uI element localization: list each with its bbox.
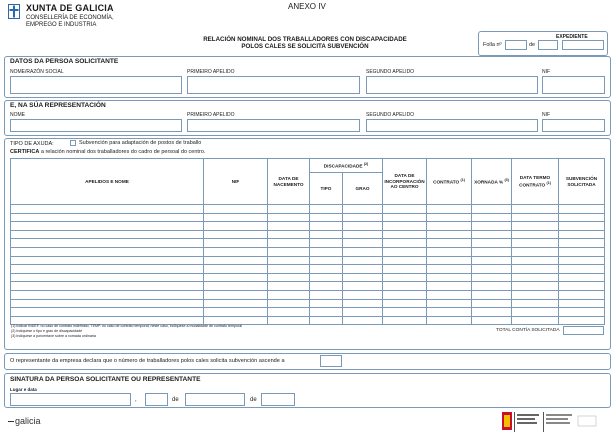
table-cell[interactable] [204, 299, 268, 308]
table-row [11, 273, 605, 282]
aid-type-label: TIPO DE AXUDA: [10, 141, 54, 147]
signature-place-field[interactable] [10, 393, 131, 406]
table-cell[interactable] [472, 308, 512, 317]
table-cell[interactable] [310, 273, 343, 282]
table-cell[interactable] [310, 265, 343, 274]
table-cell[interactable] [310, 239, 343, 248]
table-cell[interactable] [427, 273, 472, 282]
table-cell[interactable] [512, 239, 559, 248]
table-cell[interactable] [310, 308, 343, 317]
table-cell[interactable] [383, 290, 427, 299]
representative-nif-field[interactable] [542, 119, 605, 132]
table-cell[interactable] [472, 290, 512, 299]
table-cell[interactable] [427, 230, 472, 239]
table-cell[interactable] [559, 282, 605, 291]
table-cell[interactable] [383, 282, 427, 291]
expediente-label: EXPEDIENTE [556, 34, 588, 40]
table-cell[interactable] [559, 308, 605, 317]
signature-de2: de [250, 397, 257, 403]
table-cell[interactable] [204, 230, 268, 239]
signature-de1: de [172, 397, 179, 403]
folla-de-label: de [529, 42, 536, 48]
table-cell[interactable] [512, 299, 559, 308]
applicant-name-label: NOME/RAZÓN SOCIAL [10, 69, 64, 75]
table-cell[interactable] [472, 230, 512, 239]
table-cell[interactable] [383, 230, 427, 239]
applicant-surname1-field[interactable] [187, 76, 360, 94]
table-cell[interactable] [310, 247, 343, 256]
footnote-2: (2) Indíquese o tipo e grao de discapacidade [11, 329, 83, 333]
table-cell[interactable] [310, 222, 343, 231]
table-cell[interactable] [268, 230, 310, 239]
total-amount-field[interactable] [563, 326, 604, 335]
table-cell[interactable] [427, 205, 472, 214]
table-cell[interactable] [310, 282, 343, 291]
certifica-statement [10, 149, 205, 155]
table-row [11, 213, 605, 222]
col-header-nif: NIF [204, 159, 268, 205]
table-row [11, 247, 605, 256]
table-cell[interactable] [11, 299, 204, 308]
signature-month-field[interactable] [185, 393, 245, 406]
table-cell[interactable] [204, 239, 268, 248]
table-cell[interactable] [343, 247, 383, 256]
table-cell[interactable] [512, 256, 559, 265]
table-cell[interactable] [310, 290, 343, 299]
org-department-line1: CONSELLERÍA DE ECONOMÍA, [26, 15, 114, 21]
certifica-bold: CERTIFICA [10, 149, 40, 155]
signature-day-field[interactable] [145, 393, 168, 406]
table-cell[interactable] [512, 213, 559, 222]
table-cell[interactable] [343, 299, 383, 308]
place-date-label: Lugar e data [10, 387, 37, 392]
table-cell[interactable] [383, 256, 427, 265]
table-cell[interactable] [559, 256, 605, 265]
table-cell[interactable] [343, 256, 383, 265]
table-cell[interactable] [427, 308, 472, 317]
table-row [11, 222, 605, 231]
representative-nif-label: NIF [542, 112, 551, 118]
table-cell[interactable] [11, 205, 204, 214]
table-cell[interactable] [427, 213, 472, 222]
folla-number-field[interactable] [505, 40, 527, 50]
worker-table [10, 158, 605, 325]
table-cell[interactable] [427, 239, 472, 248]
table-cell[interactable] [204, 247, 268, 256]
worker-count-field[interactable] [320, 355, 342, 367]
table-cell[interactable] [11, 247, 204, 256]
table-cell[interactable] [512, 222, 559, 231]
table-cell[interactable] [343, 282, 383, 291]
col-header-name: APELIDOS E NOME [11, 159, 204, 205]
footnote-1: (1) Indicar INDEF. no caso de contrato indefinido; TEMP. no caso de contrato temporal; neste caso, indíquese a modalidade de contrato temporal [11, 324, 242, 328]
table-cell[interactable] [427, 247, 472, 256]
table-row [11, 282, 605, 291]
table-cell[interactable] [512, 265, 559, 274]
table-cell[interactable] [204, 222, 268, 231]
applicant-surname2-label: SEGUNDO APELIDO [366, 69, 415, 75]
table-cell[interactable] [512, 247, 559, 256]
table-row [11, 290, 605, 299]
footnote-3: (3) Indíquese a porcentaxe sobre a xornada ordinaria [11, 334, 96, 338]
table-cell[interactable] [268, 239, 310, 248]
table-cell[interactable] [343, 265, 383, 274]
table-cell[interactable] [559, 273, 605, 282]
table-cell[interactable] [204, 265, 268, 274]
table-cell[interactable] [268, 290, 310, 299]
signature-year-field[interactable] [261, 393, 295, 406]
government-of-spain-logo [500, 410, 600, 434]
table-cell[interactable] [472, 299, 512, 308]
table-cell[interactable] [472, 213, 512, 222]
galicia-logo-mark [8, 421, 14, 422]
table-cell[interactable] [11, 282, 204, 291]
table-cell[interactable] [268, 265, 310, 274]
document-title-line1: RELACIÓN NOMINAL DOS TRABALLADORES CON DISCAPACIDADE [203, 36, 407, 43]
table-cell[interactable] [427, 265, 472, 274]
table-row [11, 265, 605, 274]
table-cell[interactable] [427, 316, 472, 325]
col-header-disability: DISCAPACIDADE $^{(2)}$ [310, 159, 383, 173]
table-cell[interactable] [268, 273, 310, 282]
table-cell[interactable] [512, 273, 559, 282]
table-cell[interactable] [427, 290, 472, 299]
table-cell[interactable] [559, 222, 605, 231]
table-cell[interactable] [512, 205, 559, 214]
table-cell[interactable] [343, 222, 383, 231]
table-cell[interactable] [310, 213, 343, 222]
table-cell[interactable] [11, 222, 204, 231]
table-cell[interactable] [310, 256, 343, 265]
table-cell[interactable] [559, 290, 605, 299]
aid-type-checkbox[interactable] [70, 140, 76, 146]
table-cell[interactable] [472, 265, 512, 274]
table-cell[interactable] [559, 247, 605, 256]
table-cell[interactable] [343, 213, 383, 222]
table-cell[interactable] [268, 222, 310, 231]
xunta-coat-of-arms-icon [8, 4, 20, 19]
table-cell[interactable] [268, 308, 310, 317]
table-cell[interactable] [204, 205, 268, 214]
col-header-end-date: DATA TERMO CONTRATO $^{(1)}$ [512, 159, 559, 205]
declaration-text: O representante da empresa declara que o número de traballadores polos cales solicita subvención ascende a [10, 358, 285, 364]
table-cell[interactable] [204, 213, 268, 222]
representative-name-label: NOME [10, 112, 25, 118]
representative-surname2-label: SEGUNDO APELIDO [366, 112, 415, 118]
table-cell[interactable] [310, 299, 343, 308]
table-cell[interactable] [512, 290, 559, 299]
representative-surname2-field[interactable] [366, 119, 538, 132]
table-cell[interactable] [310, 230, 343, 239]
annex-label: ANEXO IV [288, 2, 326, 11]
table-cell[interactable] [343, 239, 383, 248]
col-header-subsidy: SUBVENCIÓN SOLICITADA [559, 159, 605, 205]
expediente-field[interactable] [562, 40, 604, 50]
table-cell[interactable] [383, 213, 427, 222]
table-cell[interactable] [559, 213, 605, 222]
applicant-surname2-field[interactable] [366, 76, 538, 94]
table-cell[interactable] [383, 265, 427, 274]
galicia-logo [8, 416, 41, 426]
aid-type-option-label: Subvención para adaptación de postos de traballo [79, 140, 202, 146]
org-department-line2: EMPREGO E INDUSTRIA [26, 22, 97, 28]
table-cell[interactable] [343, 308, 383, 317]
table-cell[interactable] [472, 316, 512, 325]
applicant-nif-field[interactable] [542, 76, 605, 94]
table-cell[interactable] [383, 273, 427, 282]
representative-surname1-field[interactable] [187, 119, 360, 132]
table-cell[interactable] [11, 290, 204, 299]
signature-comma: , [135, 397, 137, 403]
table-cell[interactable] [559, 299, 605, 308]
col-header-birth-date: DATA DE NACEMENTO [268, 159, 310, 205]
table-cell[interactable] [11, 213, 204, 222]
applicant-name-field[interactable] [10, 76, 182, 94]
applicant-section-title: DATOS DA PERSOA SOLICITANTE [10, 58, 119, 65]
table-cell[interactable] [512, 308, 559, 317]
certifica-text: a relación nominal dos traballadores do cadro de persoal do centro. [40, 149, 206, 155]
table-cell[interactable] [383, 239, 427, 248]
table-row [11, 239, 605, 248]
table-cell[interactable] [11, 273, 204, 282]
galicia-logo-text: galicia [15, 416, 41, 426]
table-cell[interactable] [427, 282, 472, 291]
table-cell[interactable] [472, 273, 512, 282]
table-cell[interactable] [427, 256, 472, 265]
table-cell[interactable] [472, 205, 512, 214]
table-cell[interactable] [268, 316, 310, 325]
table-cell[interactable] [204, 308, 268, 317]
table-cell[interactable] [427, 299, 472, 308]
spain-coat-of-arms-icon [500, 410, 600, 434]
table-cell[interactable] [343, 230, 383, 239]
table-cell[interactable] [559, 239, 605, 248]
table-cell[interactable] [11, 308, 204, 317]
col-header-hours: XORNADA % $^{(3)}$ [472, 159, 512, 205]
col-header-join-date: DATA DE INCORPORACIÓN AO CENTRO [383, 159, 427, 205]
table-cell[interactable] [268, 205, 310, 214]
signature-section-title: SINATURA DA PERSOA SOLICITANTE OU REPRESENTANTE [10, 376, 201, 383]
table-cell[interactable] [472, 222, 512, 231]
table-cell[interactable] [512, 316, 559, 325]
table-cell[interactable] [472, 256, 512, 265]
applicant-nif-label: NIF [542, 69, 551, 75]
table-cell[interactable] [472, 282, 512, 291]
applicant-surname1-label: PRIMEIRO APELIDO [187, 69, 235, 75]
table-cell[interactable] [559, 230, 605, 239]
table-row [11, 299, 605, 308]
folla-label: Folla nº [483, 42, 502, 48]
representative-surname1-label: PRIMEIRO APELIDO [187, 112, 235, 118]
table-cell[interactable] [204, 282, 268, 291]
table-row [11, 256, 605, 265]
table-cell[interactable] [383, 316, 427, 325]
table-cell[interactable] [268, 299, 310, 308]
table-cell[interactable] [268, 247, 310, 256]
table-cell[interactable] [204, 256, 268, 265]
table-cell[interactable] [11, 256, 204, 265]
col-header-disability-type: TIPO [310, 173, 343, 205]
table-cell[interactable] [383, 247, 427, 256]
table-cell[interactable] [472, 247, 512, 256]
table-cell[interactable] [343, 290, 383, 299]
table-cell[interactable] [11, 239, 204, 248]
table-cell[interactable] [472, 239, 512, 248]
table-cell[interactable] [310, 316, 343, 325]
table-cell[interactable] [11, 265, 204, 274]
table-cell[interactable] [268, 213, 310, 222]
table-cell[interactable] [343, 273, 383, 282]
org-name: XUNTA DE GALICIA [26, 3, 114, 13]
table-row [11, 308, 605, 317]
representative-name-field[interactable] [10, 119, 182, 132]
table-cell[interactable] [383, 222, 427, 231]
table-cell[interactable] [383, 299, 427, 308]
representative-section-title: E, NA SÚA REPRESENTACIÓN [10, 102, 106, 109]
table-cell[interactable] [268, 256, 310, 265]
table-cell[interactable] [310, 205, 343, 214]
table-cell[interactable] [559, 316, 605, 325]
table-cell[interactable] [383, 205, 427, 214]
table-cell[interactable] [343, 205, 383, 214]
col-header-disability-grade: GRAO [343, 173, 383, 205]
table-cell[interactable] [512, 230, 559, 239]
table-cell[interactable] [427, 222, 472, 231]
table-cell[interactable] [268, 282, 310, 291]
table-cell[interactable] [11, 230, 204, 239]
table-cell[interactable] [204, 290, 268, 299]
col-header-contract: CONTRATO $^{(1)}$ [427, 159, 472, 205]
table-cell[interactable] [343, 316, 383, 325]
document-title-line2: POLOS CALES SE SOLICITA SUBVENCIÓN [241, 43, 369, 50]
table-row [11, 205, 605, 214]
table-cell[interactable] [559, 265, 605, 274]
table-cell[interactable] [204, 273, 268, 282]
table-cell[interactable] [559, 205, 605, 214]
total-amount-label: TOTAL CONTÍA SOLICITADA [496, 328, 560, 333]
table-cell[interactable] [512, 282, 559, 291]
table-cell[interactable] [383, 308, 427, 317]
table-row [11, 230, 605, 239]
folla-total-field[interactable] [538, 40, 558, 50]
